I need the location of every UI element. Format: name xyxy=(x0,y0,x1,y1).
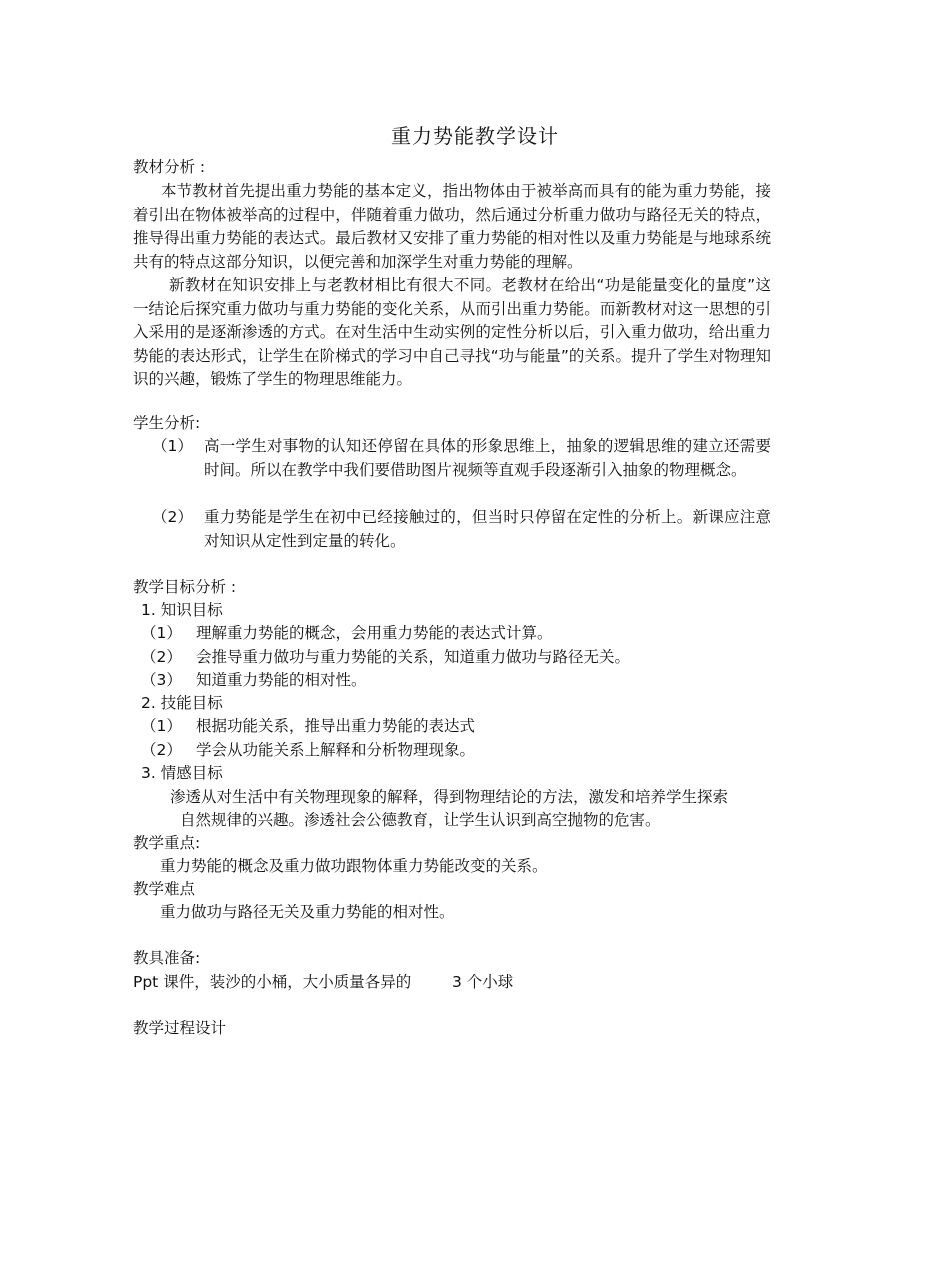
emotion-goal-text-line-2: 自然规律的兴趣。渗透社会公德教育，让学生认识到高空抛物的危害。 xyxy=(180,811,661,829)
skill-item-2-number: （2） xyxy=(141,741,182,759)
emotion-goal-text-line-1: 渗透从对生活中有关物理现象的解释，得到物理结论的方法，激发和培养学生探索 xyxy=(170,788,729,806)
knowledge-item-3-text: 知道重力势能的相对性。 xyxy=(196,671,367,689)
knowledge-item-2-text: 会推导重力做功与重力势能的关系，知道重力做功与路径无关。 xyxy=(196,648,631,666)
tools-text-part-1: Ppt 课件，装沙的小桶，大小质量各异的 xyxy=(133,973,412,991)
knowledge-item-3-number: （3） xyxy=(141,671,182,689)
focus-heading: 教学重点: xyxy=(133,834,201,852)
skill-item-2-text: 学会从功能关系上解释和分析物理现象。 xyxy=(196,741,476,759)
skill-goal-label: 2. 技能目标 xyxy=(141,694,223,712)
document-title: 重力势能教学设计 xyxy=(391,124,559,148)
goals-heading: 教学目标分析 : xyxy=(133,578,237,596)
difficulty-heading: 教学难点 xyxy=(133,880,196,898)
knowledge-item-2-number: （2） xyxy=(141,648,182,666)
focus-text: 重力势能的概念及重力做功跟物体重力势能改变的关系。 xyxy=(160,857,548,875)
material-paragraph-2: 新教材在知识安排上与老教材相比有很大不同。老教材在给出“功是能量变化的量度”这一结论后探究重力做功与重力势能的变化关系，从而引出重力势能。而新教材对这一思想的引入采用的是逐渐渗透的方式。在对生活中生动实例的定性分析以后，引入重力做功，给出重力势能的表达形式，让学生在阶梯式的学习中自己寻找“功与能量”的关系。提升了学生对物理知识的兴趣，锻炼了学生的物理思维能力。 xyxy=(133,276,771,388)
tools-text-part-2: 3 个小球 xyxy=(452,973,514,991)
knowledge-item-1-number: （1） xyxy=(141,624,182,642)
skill-item-1-text: 根据功能关系，推导出重力势能的表达式 xyxy=(196,717,476,735)
material-heading: 教材分析 : xyxy=(133,158,206,176)
tools-heading: 教具准备: xyxy=(133,949,201,967)
knowledge-goal-label: 1. 知识目标 xyxy=(141,601,223,619)
student-item-1-text: 高一学生对事物的认知还停留在具体的形象思维上，抽象的逻辑思维的建立还需要时间。所以在教学中我们要借助图片视频等直观手段逐渐引入抽象的物理概念。 xyxy=(204,437,771,479)
student-item-2-text: 重力势能是学生在初中已经接触过的，但当时只停留在定性的分析上。新课应注意对知识从定性到定量的转化。 xyxy=(204,508,771,550)
student-item-2-number: （2） xyxy=(152,508,193,526)
material-paragraph-1: 本节教材首先提出重力势能的基本定义，指出物体由于被举高而具有的能为重力势能，接着引出在物体被举高的过程中，伴随着重力做功，然后通过分析重力做功与路径无关的特点，推导得出重力势能的表达式。最后教材又安排了重力势能的相对性以及重力势能是与地球系统共有的特点这部分知识，以便完善和加深学生对重力势能的理解。 xyxy=(133,182,771,271)
skill-item-1-number: （1） xyxy=(141,717,182,735)
student-item-1-number: （1） xyxy=(152,437,193,455)
difficulty-text: 重力做功与路径无关及重力势能的相对性。 xyxy=(160,903,455,921)
emotion-goal-label: 3. 情感目标 xyxy=(141,764,223,782)
knowledge-item-1-text: 理解重力势能的概念，会用重力势能的表达式计算。 xyxy=(196,624,553,642)
process-heading: 教学过程设计 xyxy=(133,1019,227,1037)
student-heading: 学生分析: xyxy=(133,414,201,432)
